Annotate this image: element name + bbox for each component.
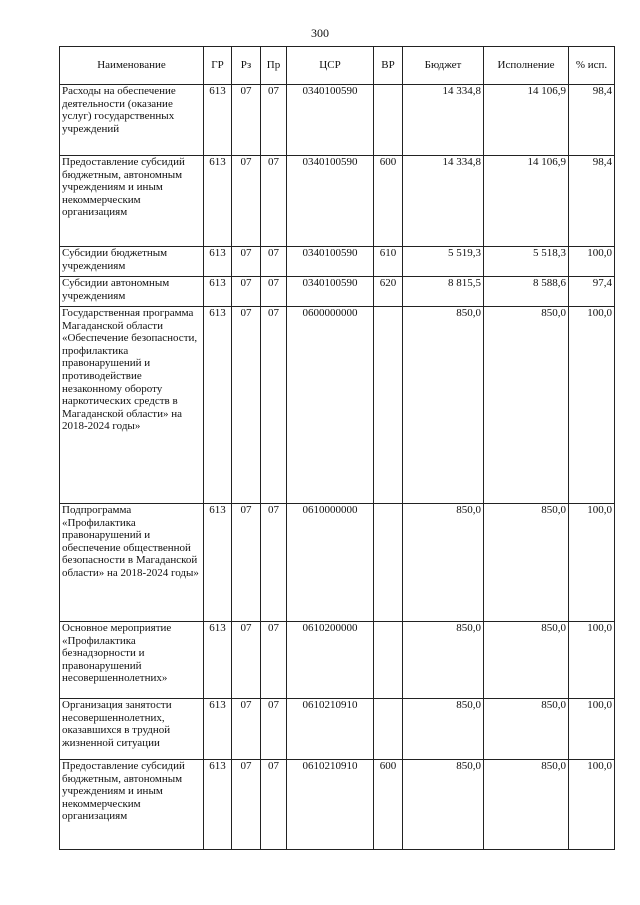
row-budget: 850,0 (403, 504, 484, 622)
row-rz: 07 (232, 504, 261, 622)
column-header-csr: ЦСР (287, 47, 374, 85)
row-vr: 620 (374, 277, 403, 307)
row-csr: 0610210910 (287, 760, 374, 850)
row-rz: 07 (232, 85, 261, 156)
table-row (60, 622, 615, 699)
row-vr (374, 622, 403, 699)
row-name: Основное мероприятие «Профилактика безнадзорности и правонарушений несовершеннолетних» (60, 622, 204, 699)
row-execution: 14 106,9 (484, 85, 569, 156)
row-execution: 850,0 (484, 622, 569, 699)
row-vr: 600 (374, 760, 403, 850)
row-execution: 8 588,6 (484, 277, 569, 307)
column-header-pr: Пр (261, 47, 287, 85)
column-header-budget: Бюджет (403, 47, 484, 85)
row-budget: 14 334,8 (403, 85, 484, 156)
row-pr: 07 (261, 622, 287, 699)
row-budget: 5 519,3 (403, 247, 484, 277)
row-gr: 613 (204, 504, 232, 622)
row-csr: 0610210910 (287, 699, 374, 760)
row-percent: 97,4 (569, 277, 615, 307)
row-csr: 0340100590 (287, 277, 374, 307)
row-vr: 600 (374, 156, 403, 247)
row-budget: 850,0 (403, 760, 484, 850)
row-csr: 0340100590 (287, 247, 374, 277)
row-gr: 613 (204, 85, 232, 156)
row-percent: 100,0 (569, 699, 615, 760)
row-gr: 613 (204, 247, 232, 277)
row-vr (374, 699, 403, 760)
row-execution: 14 106,9 (484, 156, 569, 247)
table-row (60, 277, 615, 307)
table-row (60, 699, 615, 760)
row-percent: 100,0 (569, 622, 615, 699)
table-row (60, 85, 615, 156)
row-rz: 07 (232, 277, 261, 307)
table-row (60, 504, 615, 622)
table-row (60, 307, 615, 504)
row-rz: 07 (232, 699, 261, 760)
row-name: Субсидии автономным учреждениям (60, 277, 204, 307)
column-header-gr: ГР (204, 47, 232, 85)
row-budget: 14 334,8 (403, 156, 484, 247)
row-percent: 100,0 (569, 760, 615, 850)
row-vr (374, 307, 403, 504)
page-number: 300 (311, 26, 329, 40)
table-header-row (60, 47, 615, 85)
row-rz: 07 (232, 307, 261, 504)
row-percent: 98,4 (569, 156, 615, 247)
row-execution: 5 518,3 (484, 247, 569, 277)
table-row (60, 247, 615, 277)
row-execution: 850,0 (484, 504, 569, 622)
row-csr: 0610200000 (287, 622, 374, 699)
row-gr: 613 (204, 622, 232, 699)
row-pr: 07 (261, 504, 287, 622)
row-name: Расходы на обеспечение деятельности (оказание услуг) государственных учреждений (60, 85, 204, 156)
column-header-rz: Рз (232, 47, 261, 85)
row-percent: 98,4 (569, 85, 615, 156)
row-execution: 850,0 (484, 699, 569, 760)
column-header-vr: ВР (374, 47, 403, 85)
table-row (60, 760, 615, 850)
row-rz: 07 (232, 247, 261, 277)
row-execution: 850,0 (484, 307, 569, 504)
row-csr: 0600000000 (287, 307, 374, 504)
budget-execution-table (59, 46, 615, 850)
row-gr: 613 (204, 277, 232, 307)
row-vr: 610 (374, 247, 403, 277)
row-budget: 850,0 (403, 699, 484, 760)
row-execution: 850,0 (484, 760, 569, 850)
row-pr: 07 (261, 247, 287, 277)
row-name: Организация занятости несовершеннолетних, оказавшихся в трудной жизненной ситуации (60, 699, 204, 760)
row-percent: 100,0 (569, 307, 615, 504)
row-csr: 0610000000 (287, 504, 374, 622)
row-pr: 07 (261, 156, 287, 247)
row-pr: 07 (261, 307, 287, 504)
row-gr: 613 (204, 760, 232, 850)
row-name: Предоставление субсидий бюджетным, автономным учреждениям и иным некоммерческим организациям (60, 156, 204, 247)
row-rz: 07 (232, 760, 261, 850)
row-rz: 07 (232, 156, 261, 247)
row-name: Субсидии бюджетным учреждениям (60, 247, 204, 277)
row-pr: 07 (261, 85, 287, 156)
row-budget: 850,0 (403, 622, 484, 699)
row-gr: 613 (204, 156, 232, 247)
row-csr: 0340100590 (287, 156, 374, 247)
row-rz: 07 (232, 622, 261, 699)
column-header-percent: % исп. (569, 47, 615, 85)
row-percent: 100,0 (569, 504, 615, 622)
column-header-name: Наименование (60, 47, 204, 85)
row-pr: 07 (261, 760, 287, 850)
row-vr (374, 504, 403, 622)
row-budget: 850,0 (403, 307, 484, 504)
row-pr: 07 (261, 699, 287, 760)
row-budget: 8 815,5 (403, 277, 484, 307)
row-percent: 100,0 (569, 247, 615, 277)
table-body (60, 85, 615, 850)
row-pr: 07 (261, 277, 287, 307)
row-name: Предоставление субсидий бюджетным, автономным учреждениям и иным некоммерческим организациям (60, 760, 204, 850)
row-csr: 0340100590 (287, 85, 374, 156)
row-name: Государственная программа Магаданской области «Обеспечение безопасности, профилактика правонарушений и противодействие незаконному обороту наркотических средств в Магаданской области» на 2018-2024 годы» (60, 307, 204, 504)
table-row (60, 156, 615, 247)
row-vr (374, 85, 403, 156)
row-gr: 613 (204, 307, 232, 504)
column-header-execution: Исполнение (484, 47, 569, 85)
row-gr: 613 (204, 699, 232, 760)
row-name: Подпрограмма «Профилактика правонарушений и обеспечение общественной безопасности в Магаданской области» на 2018-2024 годы» (60, 504, 204, 622)
